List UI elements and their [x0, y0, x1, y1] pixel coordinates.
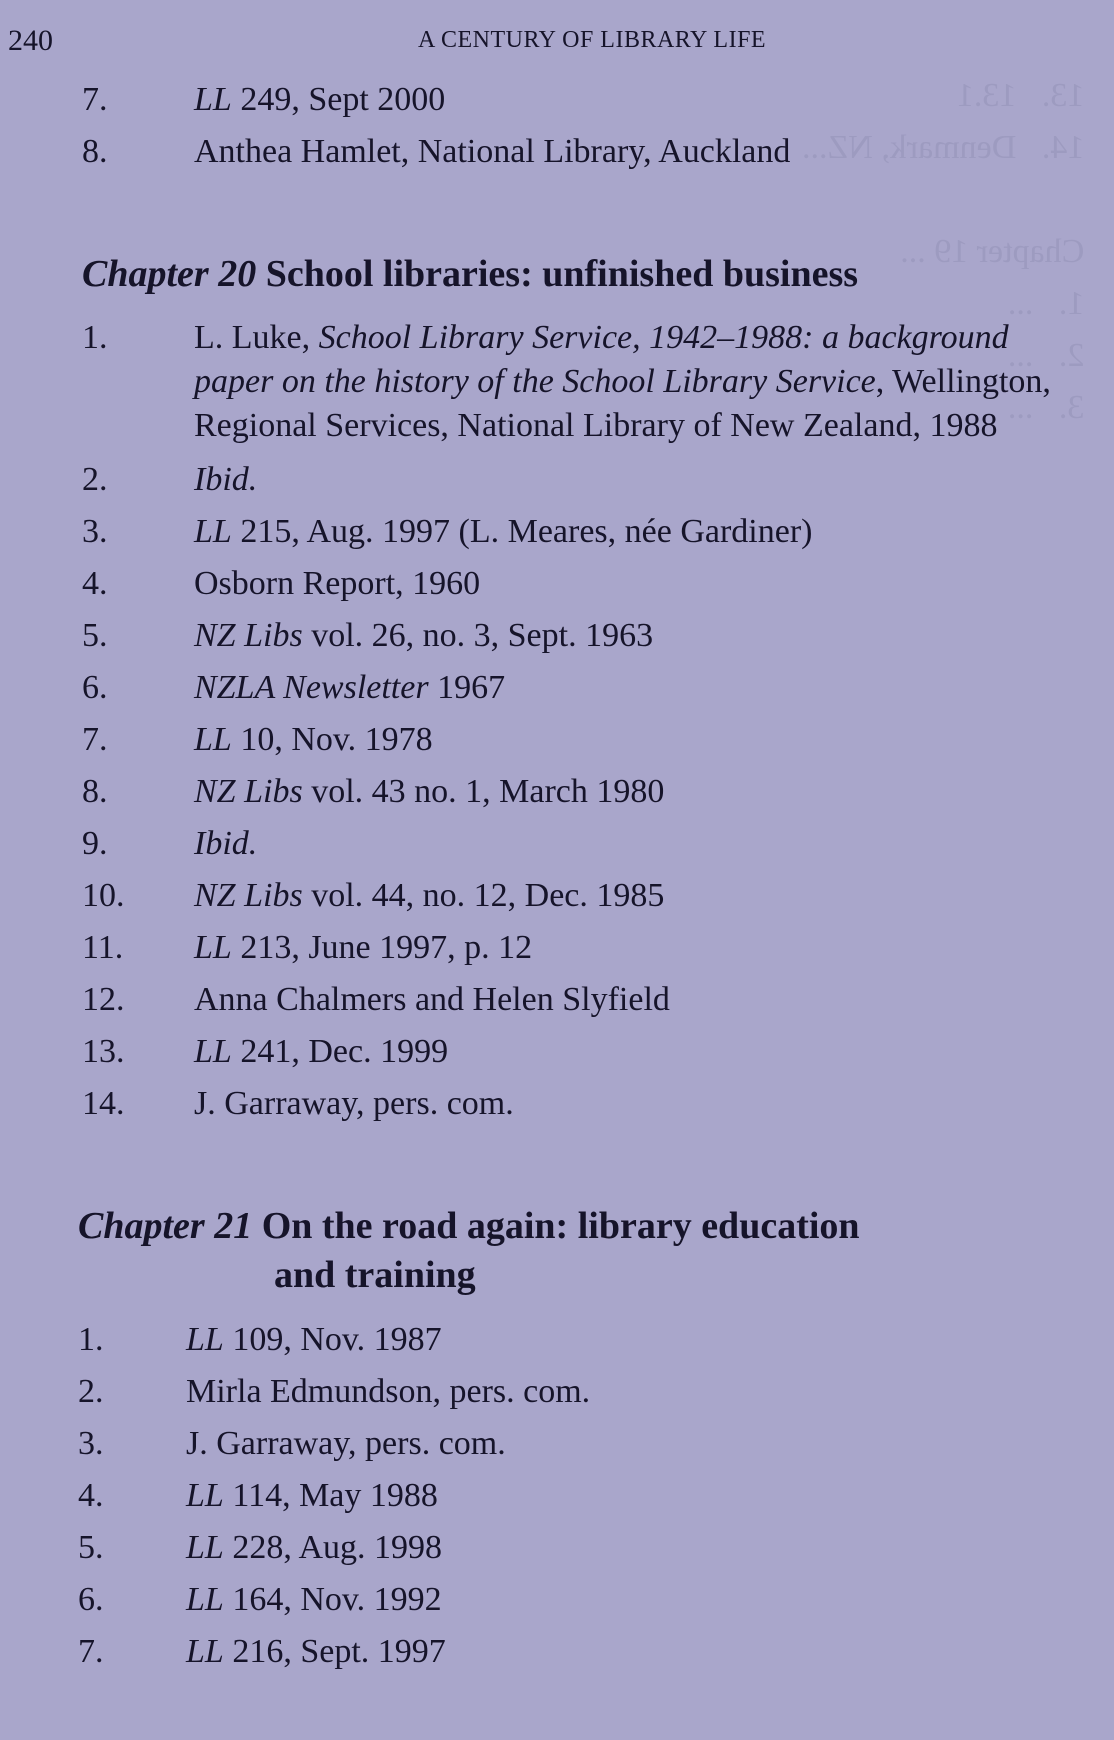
chapter-21-heading-line2: and training	[274, 1254, 476, 1296]
chapter-20-heading: Chapter 20 School libraries: unfinished business	[82, 253, 859, 295]
book-page: 13. 13.1 14. Denmark, NZ... Chapter 19 ... 1. ... 2. ... 3. ... 240 A CENTURY OF LIBRARY LIFE 7. LL 249, Sept 2000 8. Anthea Hamlet, National Library, Auckland Chapter 20 School libraries: unfinished business 1. L. Luke, School Library Service, 1942–1988: a background paper on the history of the School Library Service, Wellington, Regional Services, National Library of New Zealand, 1988 2. Ibid. 3. LL 215, Aug. 1997 (L. Meares, née Gardiner) 4. Osborn Report, 1960 5. NZ Libs vol. 26, no. 3, Sept. 1963 6. NZLA Newsletter 1967 7. LL 10, Nov. 1978 8. NZ Libs vol. 43 no. 1, March 1980 9. Ibid. 10. NZ Libs vol. 44, no. 12, Dec. 1985 11. LL 213, June 1997, p. 12 12. Anna Chalmers and Helen Slyfield 13. LL 241, Dec. 1999 14. J. Garraway, pers. com. Chapter 21 On the road again: library education and training 1. LL 109, Nov. 1987 2. Mirla Edmundson, pers. com. 3. J. Garraway, pers. com. 4. LL 114, May 1988 5. LL 228, Aug. 1998 6. LL 164, Nov. 1992 7. LL 216, Sept. 1997	[8, 24, 1084, 1670]
chapter-21-heading: Chapter 21 On the road again: library education	[78, 1205, 860, 1247]
page-number: 240	[8, 24, 53, 57]
running-head: A CENTURY OF LIBRARY LIFE	[418, 27, 767, 53]
show-through-text: 13. 13.1 14. Denmark, NZ... Chapter 19 ... 1. ... 2. ... 3. ...	[801, 77, 1084, 426]
